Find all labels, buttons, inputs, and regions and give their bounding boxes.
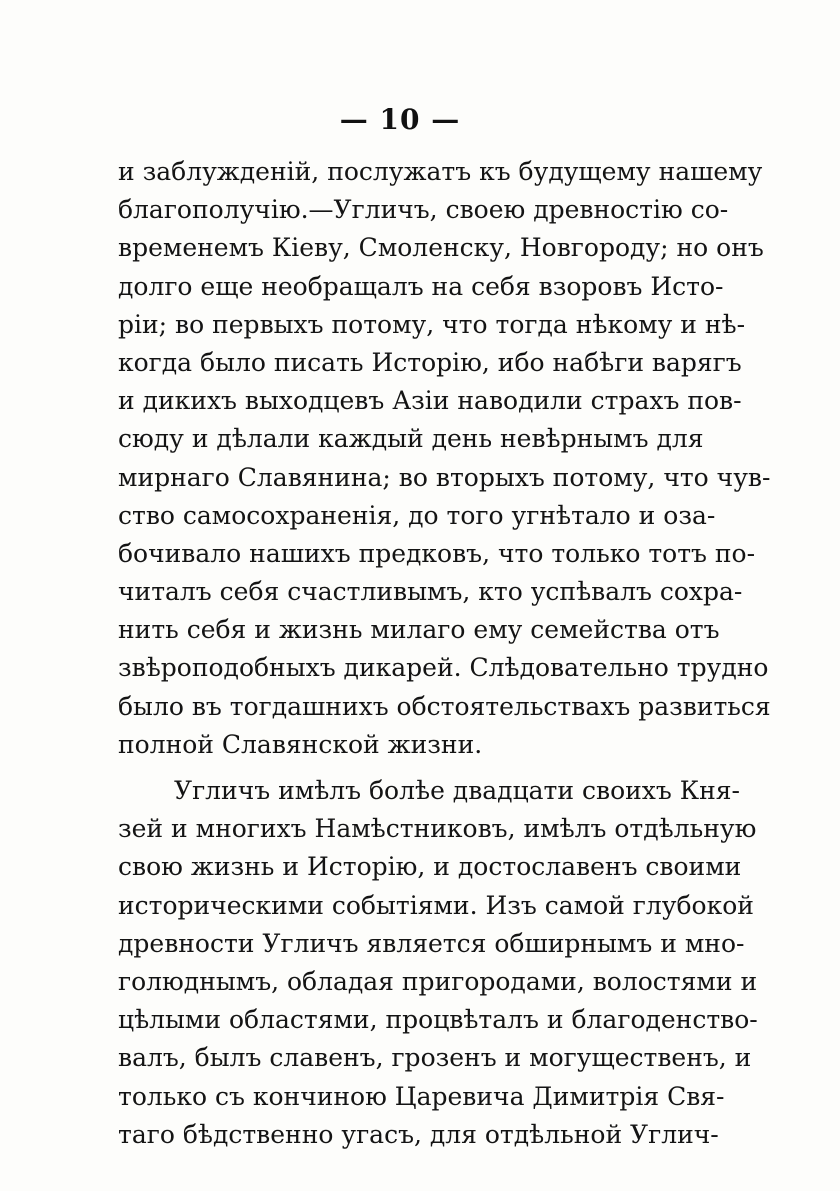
text-line: сюду и дѣлали каждый день невѣрнымъ для xyxy=(118,424,704,454)
text-line: ство самосохраненія, до того угнѣтало и оза- xyxy=(118,500,716,530)
text-line: и дикихъ выходцевъ Азіи наводили страхъ пов- xyxy=(118,386,742,416)
paragraph xyxy=(118,772,758,1154)
page-number: — 10 — xyxy=(339,103,461,136)
body-text xyxy=(118,153,771,1154)
text-line: полной Славянской жизни. xyxy=(118,729,483,759)
text-line: бочивало нашихъ предковъ, что только тотъ по- xyxy=(118,538,756,568)
text-line: и заблужденій, послужатъ къ будущему нашему xyxy=(118,157,763,186)
text-line: временемъ Кіеву, Смоленску, Новгороду; но онъ xyxy=(118,233,764,263)
text-line: зей и многихъ Намѣстниковъ, имѣлъ отдѣльную xyxy=(118,814,757,844)
text-line: когда было писать Исторію, ибо набѣги варягъ xyxy=(118,347,742,377)
text-line: нить себя и жизнь милаго ему семейства отъ xyxy=(118,615,720,645)
text-line: Угличъ имѣлъ болѣе двадцати своихъ Кня- xyxy=(174,776,740,805)
text-line: только съ кончиною Царевича Димитрія Свя- xyxy=(118,1081,725,1111)
text-line: голюднымъ, обладая пригородами, волостями и xyxy=(118,966,758,996)
text-line: долго еще необращалъ на себя взоровъ Исто- xyxy=(118,271,724,301)
text-line: древности Угличъ является обширнымъ и мно- xyxy=(118,928,745,958)
text-line: звѣроподобныхъ дикарей. Слѣдовательно трудно xyxy=(118,653,769,683)
text-line: ріи; во первыхъ потому, что тогда нѣкому и нѣ- xyxy=(118,309,746,339)
text-line: цѣлыми областями, процвѣталъ и благоденство- xyxy=(118,1005,758,1035)
text-line: валъ, былъ славенъ, грозенъ и могущественъ, и xyxy=(118,1043,752,1073)
text-line: таго бѣдственно угасъ, для отдѣльной Углич- xyxy=(118,1119,719,1149)
text-line: читалъ себя счастливымъ, кто успѣвалъ сохра- xyxy=(118,577,743,607)
text-line: благополучію.—Угличъ, своею древностію со- xyxy=(118,195,729,225)
text-line: свою жизнь и Исторію, и достославенъ своими xyxy=(118,852,742,882)
text-line: историческими событіями. Изъ самой глубокой xyxy=(118,890,754,920)
paragraph xyxy=(118,153,771,764)
text-line: было въ тогдашнихъ обстоятельствахъ развиться xyxy=(118,691,771,721)
paragraph-gap xyxy=(118,764,692,772)
text-line: мирнаго Славянина; во вторыхъ потому, что чув- xyxy=(118,462,771,492)
